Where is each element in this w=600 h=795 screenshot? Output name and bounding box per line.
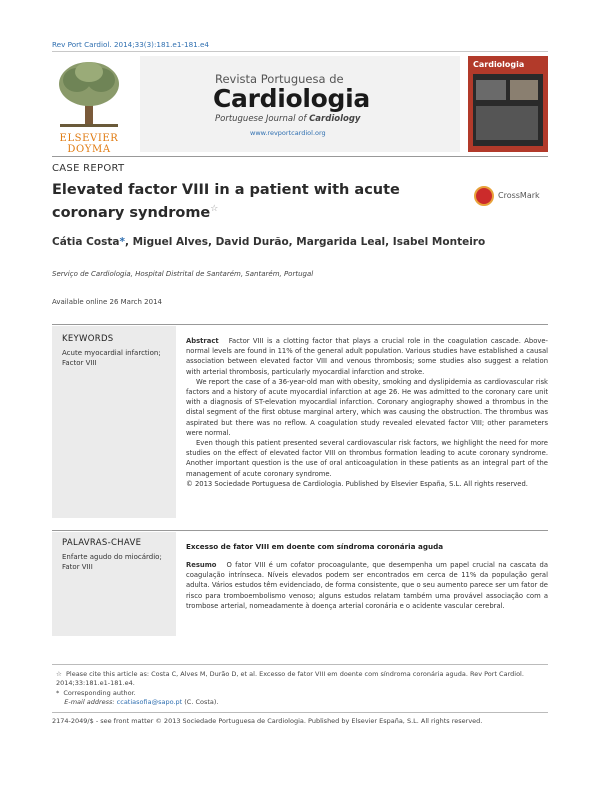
- journal-cover-thumbnail[interactable]: [468, 56, 548, 152]
- abstract-label: Abstract: [186, 337, 219, 345]
- footnote-mark: *: [56, 689, 60, 697]
- footnote-mark: ☆: [56, 670, 62, 678]
- crossmark-label: CrossMark: [498, 191, 540, 200]
- keywords-rule: [52, 324, 548, 325]
- author-names: , Miguel Alves, David Durão, Margarida Leal, Isabel Monteiro: [124, 236, 486, 248]
- abstract: [186, 336, 548, 489]
- footnote-text: Corresponding author.: [63, 689, 136, 697]
- abstract-paragraph: Even though this patient presented several cardiovascular risk factors, we highlight the need for more studies on the effect of elevated factor VIII on thrombus formation leading to acute coronary syndrome. Another important question is the use of oral anticoagulation in these patients as an integral part of the management of acute coronary syndrome.: [186, 439, 548, 478]
- crossmark-icon: [474, 186, 494, 206]
- keyword-item: Enfarte agudo do miocárdio;: [62, 553, 162, 561]
- article-title: [52, 181, 452, 223]
- article-title-text: Elevated factor VIII in a patient with acute coronary syndrome: [52, 182, 400, 221]
- front-matter-line: 2174-2049/$ - see front matter © 2013 Sociedade Portuguesa de Cardiologia. Published by Elsevier España, S.L. All rights reserved.: [52, 717, 483, 725]
- cover-image: [476, 106, 538, 140]
- journal-url[interactable]: www.revportcardiol.org: [250, 129, 326, 137]
- footnote-text: Please cite this article as: Costa C, Alves M, Durão D, et al. Excesso de fator VIII em doente com síndroma coronária aguda. Rev Port Cardiol. 2014;33:181.e1-181.e4.: [56, 670, 524, 687]
- footnote-rule: [52, 664, 548, 665]
- email-suffix: (C. Costa).: [184, 698, 219, 706]
- resumo-text: O fator VIII é um cofator procoagulante, que desempenha um papel crucial na cascata da coagulação intrínseca. Níveis elevados podem ser encontrados em cerca de 11% da população geral adulta. Vários estudos têm evidenciado, de forma consistente, que o seu aumento parece ser um fator de risco para tromboembolismo venoso; alguns estudos relatam também uma provável associação com a trombose arterial, nomeadamente à doença arterial coronária e o acidente vascular cerebral.: [186, 561, 548, 610]
- keywords-list: [62, 348, 167, 368]
- available-online-date: Available online 26 March 2014: [52, 298, 162, 306]
- article-type: CASE REPORT: [52, 163, 125, 174]
- crossmark-badge[interactable]: [474, 186, 548, 208]
- title-footnote-mark[interactable]: ☆: [210, 204, 219, 214]
- bottom-rule: [52, 712, 548, 713]
- journal-subtitle: [215, 114, 360, 124]
- resumo-label: Resumo: [186, 561, 217, 569]
- cover-title: Cardiologia: [473, 60, 525, 69]
- cover-image: [476, 80, 506, 100]
- palavras-rule: [52, 530, 548, 531]
- journal-citation[interactable]: Rev Port Cardiol. 2014;33(3):181.e1-181.e4: [52, 40, 209, 49]
- publisher-imprint: DOYMA: [67, 144, 111, 155]
- section-rule: [52, 156, 548, 157]
- abstract-paragraph: Factor VIII is a clotting factor that plays a crucial role in the coagulation cascade. Above-normal levels are found in 11% of the general adult population. Various studies have established a causal association between elevated factor VIII and venous thrombosis; some studies also suggest a relation with arterial thrombosis, particularly myocardial infarction and stroke.: [186, 337, 549, 376]
- resumo: [186, 560, 548, 611]
- journal-subtitle-bold: Cardiology: [309, 114, 361, 124]
- email-label: E-mail address:: [64, 698, 115, 706]
- header-rule: [52, 51, 548, 52]
- publisher-name: ELSEVIER: [59, 133, 119, 144]
- footnote-corresponding: [56, 689, 548, 698]
- portuguese-title: Excesso de fator VIII em doente com síndroma coronária aguda: [186, 542, 444, 551]
- author-name[interactable]: Cátia Costa: [52, 236, 120, 248]
- keywords-heading: KEYWORDS: [62, 334, 114, 344]
- journal-name-prefix: Revista Portuguesa de: [215, 72, 344, 86]
- palavras-chave-list: [62, 552, 167, 572]
- footnote-email: [56, 698, 548, 707]
- footnote-citation: [56, 670, 548, 688]
- keyword-item: Acute myocardial infarction;: [62, 349, 161, 357]
- email-link[interactable]: ccatiasofia@sapo.pt: [116, 698, 183, 706]
- keyword-item: Factor VIII: [62, 359, 97, 367]
- palavras-chave-heading: PALAVRAS-CHAVE: [62, 538, 142, 548]
- journal-subtitle-prefix: Portuguese Journal of: [215, 114, 307, 124]
- keyword-item: Fator VIII: [62, 563, 93, 571]
- abstract-paragraph: We report the case of a 36-year-old man with obesity, smoking and dyslipidemia as cardiovascular risk factors and a history of acute myocardial infarction at age 26. He was admitted to the coronary care unit with a diagnosis of ST-elevation myocardial infarction. Coronary angiography showed a thrombus in the distal segment of the first obtuse marginal artery, which was causing the obstruction. The thrombus was aspirated but there was no reflow. A coagulation study revealed elevated factor VIII; other parameters were normal.: [186, 377, 548, 437]
- cover-image: [510, 80, 538, 100]
- journal-name: Cardiologia: [213, 84, 370, 113]
- corresponding-author-mark[interactable]: *: [119, 236, 125, 248]
- abstract-copyright: © 2013 Sociedade Portuguesa de Cardiologia. Published by Elsevier España, S.L. All rights reserved.: [186, 479, 528, 488]
- affiliation: Serviço de Cardiologia, Hospital Distrital de Santarém, Santarém, Portugal: [52, 270, 314, 278]
- author-list: [52, 236, 485, 248]
